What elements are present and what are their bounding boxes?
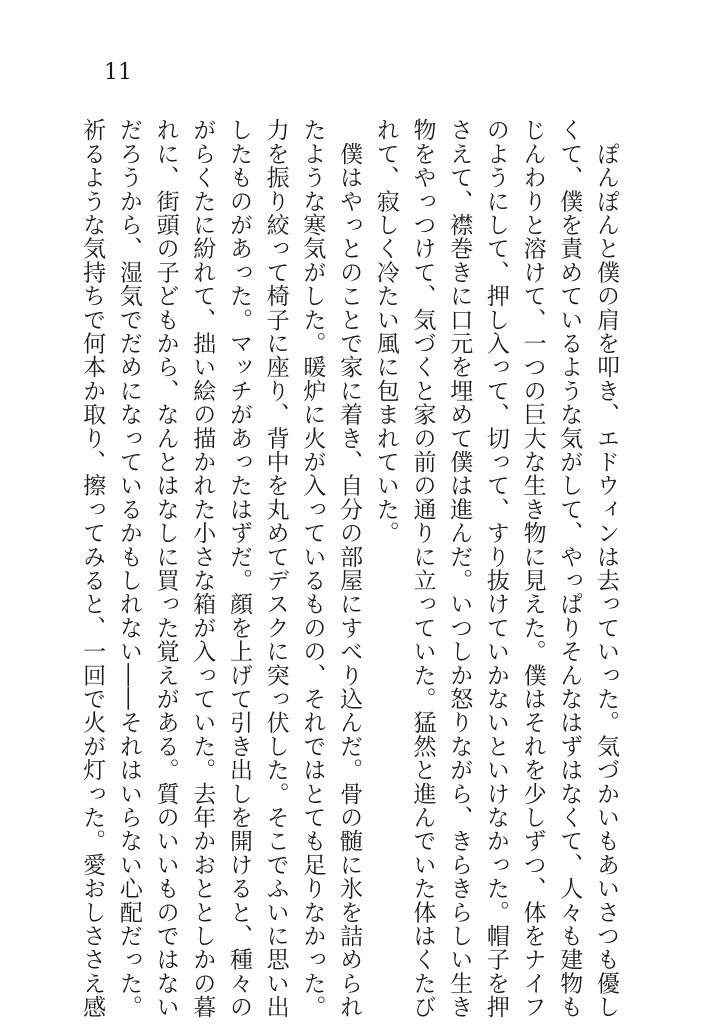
text-column: 物をやっつけて、気づくと家の前の通りに立っていた。猛然と進んでいた体はくたび [409,118,436,1019]
text-column: じんわりと溶けて、一つの巨大な生き物に見えた。僕はそれを少しずつ、体をナイフ [519,118,546,1019]
page-number: 11 [104,60,132,85]
text-column: のようにして、押し入って、切って、すり抜けていかないといけなかった。帽子を押 [482,118,509,1019]
text-column: したものがあった。マッチがあったはずだ。顔を上げて引き出しを開けると、種々の [225,118,252,1019]
text-column: くて、僕を責めているような気がして、やっぱりそんなはずはなくて、人々も建物も [556,118,583,1019]
text-column: がらくたに紛れて、拙い絵の描かれた小さな箱が入っていた。去年かおととしかの暮 [189,118,216,1019]
text-column: ぽんぽんと僕の肩を叩き、エドウィンは去っていった。気づかいもあいさつも優し [593,118,619,1019]
text-column: れに、街頭の子どもから、なんとはなしに買った覚えがある。質のいいものではない [152,118,179,1019]
text-column: さえて、襟巻きに口元を埋めて僕は進んだ。いつしか怒りながら、きらきらしい生き [446,118,473,1019]
text-column: 僕はやっとのことで家に着き、自分の部屋にすべり込んだ。骨の髄に氷を詰められ [336,118,363,1019]
text-column: れて、寂しく冷たい風に包まれていた。 [372,118,399,545]
text-column: 力を振り絞って椅子に座り、背中を丸めてデスクに突っ伏した。そこでふいに思い出 [262,118,289,1019]
text-column: 祈るような気持ちで何本か取り、擦ってみると、一回で火が灯った。愛おしささえ感 [79,118,106,1019]
text-column: だろうから、湿気でだめになっているかもしれない――それはいらない心配だった。 [115,118,142,1019]
text-column: たような寒気がした。暖炉に火が入っているものの、それではとても足りなかった。 [299,118,326,1019]
vertical-body-text [79,118,624,1019]
